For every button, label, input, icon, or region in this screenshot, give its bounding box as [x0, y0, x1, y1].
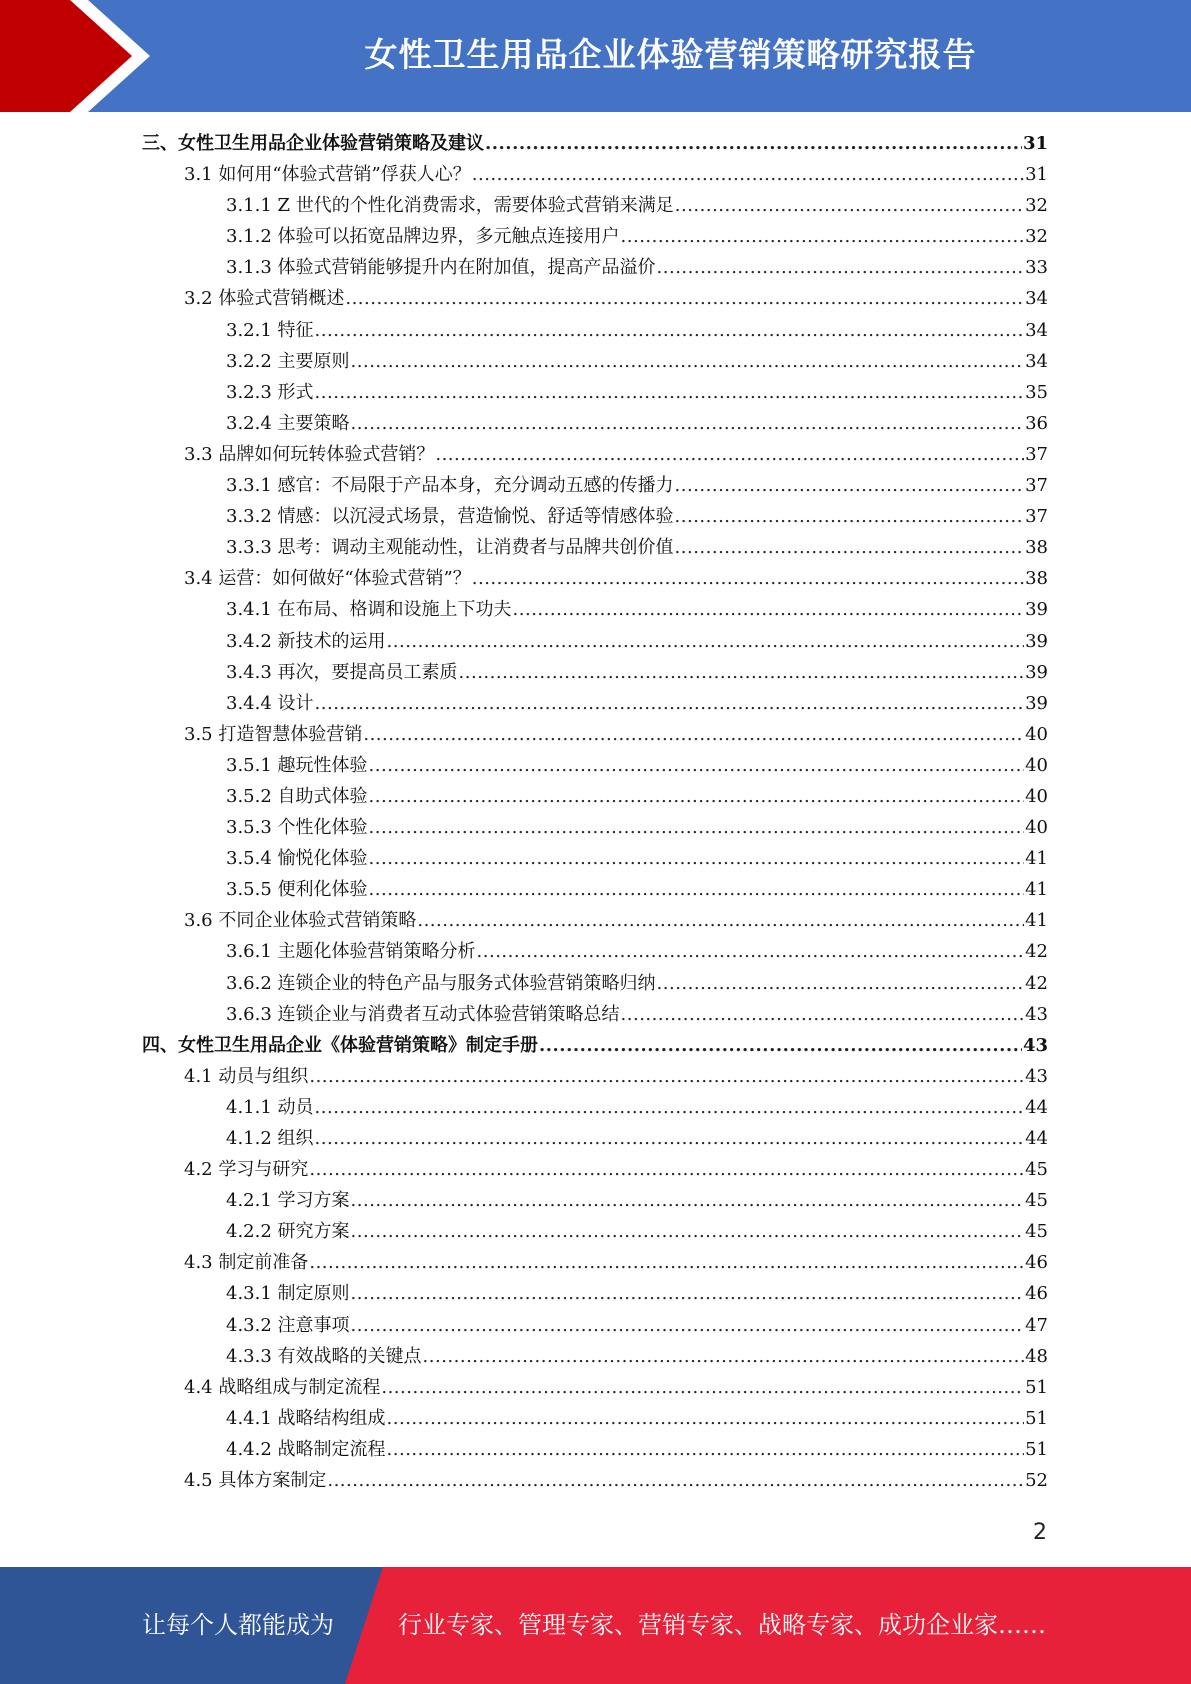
- toc-entry-label: 3.3.2 情感：以沉浸式场景，营造愉悦、舒适等情感体验: [226, 506, 674, 528]
- toc-entry-label: 4.4.1 战略结构组成: [226, 1407, 386, 1429]
- toc-entry-page: 34: [1025, 350, 1048, 372]
- toc-leader-dots: [309, 1061, 1024, 1092]
- toc-entry[interactable]: [142, 128, 1048, 159]
- toc-leader-dots: [675, 190, 1024, 221]
- footer-slogan-left: 让每个人都能成为: [142, 1611, 334, 1639]
- toc-entry-label: 4.3.3 有效战略的关键点: [226, 1345, 422, 1367]
- toc-entry[interactable]: [142, 874, 1048, 905]
- toc-entry[interactable]: [142, 252, 1048, 283]
- toc-entry-label: 3.5.1 趣玩性体验: [226, 754, 368, 776]
- toc-leader-dots: [621, 221, 1025, 252]
- toc-entry-label: 3.4.1 在布局、格调和设施上下功夫: [226, 599, 512, 621]
- toc-entry-page: 42: [1025, 941, 1048, 963]
- toc-entry-page: 38: [1025, 537, 1048, 559]
- toc-leader-dots: [459, 657, 1025, 688]
- toc-entry[interactable]: [142, 408, 1048, 439]
- toc-leader-dots: [327, 1465, 1024, 1496]
- toc-entry[interactable]: [142, 532, 1048, 563]
- toc-entry-label: 3.5.4 愉悦化体验: [226, 848, 368, 870]
- toc-entry-page: 39: [1025, 599, 1048, 621]
- toc-entry-page: 41: [1025, 848, 1048, 870]
- toc-entry-label: 4.3 制定前准备: [184, 1252, 309, 1274]
- toc-entry-label: 3.4.2 新技术的运用: [226, 630, 386, 652]
- toc-leader-dots: [381, 1372, 1024, 1403]
- toc-entry[interactable]: [142, 563, 1048, 594]
- toc-entry-page: 52: [1025, 1470, 1048, 1492]
- toc-entry-label: 4.2.1 学习方案: [226, 1190, 350, 1212]
- toc-entry[interactable]: [142, 501, 1048, 532]
- toc-entry[interactable]: [142, 719, 1048, 750]
- toc-entry[interactable]: [142, 1341, 1048, 1372]
- toc-entry[interactable]: [142, 439, 1048, 470]
- toc-leader-dots: [539, 1030, 1022, 1061]
- toc-entry-page: 51: [1025, 1407, 1048, 1429]
- toc-entry-page: 36: [1025, 412, 1048, 434]
- toc-entry-label: 3.3 品牌如何玩转体验式营销？: [184, 443, 435, 465]
- toc-entry[interactable]: [142, 968, 1048, 999]
- toc-entry[interactable]: [142, 781, 1048, 812]
- toc-entry-label: 4.3.1 制定原则: [226, 1283, 350, 1305]
- toc-leader-dots: [369, 750, 1025, 781]
- toc-entry-page: 32: [1025, 195, 1048, 217]
- page-number: 2: [1033, 1520, 1047, 1545]
- toc-entry-page: 51: [1025, 1438, 1048, 1460]
- toc-leader-dots: [621, 999, 1025, 1030]
- toc-entry[interactable]: [142, 315, 1048, 346]
- toc-entry[interactable]: [142, 377, 1048, 408]
- toc-leader-dots: [423, 1341, 1025, 1372]
- toc-leader-dots: [417, 905, 1024, 936]
- toc-entry-page: 32: [1025, 226, 1048, 248]
- table-of-contents: [142, 128, 1048, 1496]
- toc-leader-dots: [472, 159, 1024, 190]
- toc-entry-label: 4.4 战略组成与制定流程: [184, 1376, 381, 1398]
- toc-entry-label: 3.5.5 便利化体验: [226, 879, 368, 901]
- toc-entry[interactable]: [142, 1123, 1048, 1154]
- page-header: [0, 0, 1191, 112]
- toc-entry-label: 4.1.2 组织: [226, 1128, 314, 1149]
- toc-leader-dots: [315, 315, 1025, 346]
- toc-leader-dots: [657, 252, 1025, 283]
- toc-entry[interactable]: [142, 688, 1048, 719]
- toc-entry-label: 3.3.1 感官：不局限于产品本身，充分调动五感的传播力: [226, 475, 674, 497]
- toc-entry-page: 46: [1025, 1283, 1048, 1305]
- header-arrow: [0, 0, 132, 112]
- toc-entry-page: 48: [1025, 1345, 1048, 1367]
- toc-entry-page: 39: [1025, 661, 1048, 683]
- toc-leader-dots: [363, 719, 1024, 750]
- toc-entry-page: 34: [1025, 319, 1048, 341]
- toc-entry[interactable]: [142, 221, 1048, 252]
- toc-entry[interactable]: [142, 283, 1048, 314]
- toc-entry-label: 四、女性卫生用品企业《体验营销策略》制定手册: [142, 1034, 538, 1056]
- toc-entry[interactable]: [142, 470, 1048, 501]
- toc-entry-page: 47: [1025, 1314, 1048, 1336]
- toc-entry[interactable]: [142, 750, 1048, 781]
- toc-entry[interactable]: [142, 1030, 1048, 1061]
- page-footer: [0, 1567, 1191, 1684]
- toc-entry-label: 3.6 不同企业体验式营销策略: [184, 910, 417, 932]
- toc-entry[interactable]: [142, 1434, 1048, 1465]
- header-title: 女性卫生用品企业体验营销策略研究报告: [364, 34, 977, 74]
- toc-entry-page: 40: [1025, 723, 1048, 745]
- toc-leader-dots: [315, 377, 1025, 408]
- toc-leader-dots: [369, 843, 1025, 874]
- toc-entry-page: 45: [1025, 1221, 1048, 1243]
- toc-entry[interactable]: [142, 159, 1048, 190]
- toc-entry-label: 3.1.3 体验式营销能够提升内在附加值，提高产品溢价: [226, 257, 656, 279]
- toc-leader-dots: [387, 626, 1025, 657]
- toc-entry[interactable]: [142, 1278, 1048, 1309]
- toc-entry[interactable]: [142, 1310, 1048, 1341]
- toc-leader-dots: [315, 1092, 1025, 1123]
- toc-leader-dots: [675, 470, 1025, 501]
- toc-entry-label: 4.3.2 注意事项: [226, 1314, 350, 1336]
- toc-entry-page: 31: [1025, 164, 1048, 186]
- toc-entry[interactable]: [142, 1216, 1048, 1247]
- toc-entry-label: 3.2.3 形式: [226, 381, 314, 403]
- footer-slogan-right: 行业专家、管理专家、营销专家、战略专家、成功企业家……: [398, 1611, 1046, 1639]
- toc-entry-label: 3.4 运营：如何做好“体验式营销”？: [184, 568, 471, 590]
- toc-entry[interactable]: [142, 905, 1048, 936]
- toc-entry[interactable]: [142, 1403, 1048, 1434]
- toc-leader-dots: [315, 688, 1025, 719]
- toc-entry-page: 37: [1025, 506, 1048, 528]
- toc-entry-page: 44: [1025, 1128, 1048, 1149]
- toc-entry-label: 4.4.2 战略制定流程: [226, 1438, 386, 1460]
- toc-leader-dots: [485, 128, 1022, 159]
- toc-entry-page: 44: [1025, 1096, 1048, 1118]
- toc-leader-dots: [675, 532, 1025, 563]
- toc-entry-label: 3.4.3 再次，要提高员工素质: [226, 661, 458, 683]
- toc-leader-dots: [345, 283, 1024, 314]
- toc-entry-page: 45: [1025, 1190, 1048, 1212]
- toc-entry-page: 31: [1022, 133, 1048, 154]
- toc-entry-label: 4.2.2 研究方案: [226, 1221, 350, 1243]
- toc-entry-page: 45: [1025, 1159, 1048, 1181]
- toc-entry[interactable]: [142, 812, 1048, 843]
- toc-leader-dots: [369, 874, 1025, 905]
- toc-leader-dots: [369, 812, 1025, 843]
- toc-entry-page: 40: [1025, 754, 1048, 776]
- toc-leader-dots: [309, 1154, 1024, 1185]
- toc-leader-dots: [351, 1216, 1025, 1247]
- toc-entry-page: 35: [1025, 381, 1048, 403]
- toc-entry[interactable]: [142, 1185, 1048, 1216]
- toc-leader-dots: [369, 781, 1025, 812]
- toc-entry[interactable]: [142, 1154, 1048, 1185]
- toc-entry[interactable]: [142, 594, 1048, 625]
- toc-entry[interactable]: [142, 936, 1048, 967]
- toc-entry-label: 3.1 如何用“体验式营销”俘获人心？: [184, 164, 471, 186]
- toc-entry-page: 33: [1025, 257, 1048, 279]
- toc-entry-page: 40: [1025, 817, 1048, 839]
- toc-entry[interactable]: [142, 657, 1048, 688]
- toc-entry-label: 4.1.1 动员: [226, 1096, 314, 1118]
- toc-entry-label: 3.1.2 体验可以拓宽品牌边界，多元触点连接用户: [226, 226, 620, 248]
- toc-entry-label: 3.6.3 连锁企业与消费者互动式体验营销策略总结: [226, 1003, 620, 1025]
- toc-leader-dots: [477, 936, 1025, 967]
- toc-entry-page: 34: [1025, 288, 1048, 310]
- toc-entry-page: 43: [1025, 1065, 1048, 1087]
- toc-leader-dots: [309, 1247, 1024, 1278]
- toc-entry-label: 4.5 具体方案制定: [184, 1470, 327, 1492]
- toc-leader-dots: [351, 408, 1025, 439]
- toc-leader-dots: [351, 1185, 1025, 1216]
- toc-leader-dots: [351, 1278, 1025, 1309]
- toc-entry[interactable]: [142, 1465, 1048, 1496]
- toc-entry-label: 4.2 学习与研究: [184, 1159, 309, 1181]
- toc-entry[interactable]: [142, 999, 1048, 1030]
- toc-leader-dots: [472, 563, 1024, 594]
- toc-entry-page: 42: [1025, 972, 1048, 994]
- toc-leader-dots: [675, 501, 1025, 532]
- toc-entry-label: 3.2 体验式营销概述: [184, 288, 345, 310]
- toc-leader-dots: [435, 439, 1024, 470]
- toc-leader-dots: [315, 1123, 1025, 1154]
- toc-entry[interactable]: [142, 1061, 1048, 1092]
- toc-entry-label: 3.2.2 主要原则: [226, 350, 350, 372]
- toc-entry-page: 41: [1025, 879, 1048, 901]
- toc-entry-label: 3.6.2 连锁企业的特色产品与服务式体验营销策略归纳: [226, 972, 656, 994]
- toc-entry-page: 41: [1025, 910, 1048, 932]
- toc-entry-page: 51: [1025, 1376, 1048, 1398]
- toc-entry-label: 3.2.1 特征: [226, 319, 314, 341]
- toc-entry[interactable]: [142, 346, 1048, 377]
- toc-entry-page: 39: [1025, 630, 1048, 652]
- toc-entry-page: 43: [1022, 1034, 1048, 1056]
- toc-entry-label: 3.5.3 个性化体验: [226, 817, 368, 839]
- toc-entry-page: 38: [1025, 568, 1048, 590]
- toc-entry[interactable]: [142, 190, 1048, 221]
- toc-leader-dots: [351, 1310, 1025, 1341]
- toc-entry[interactable]: [142, 1372, 1048, 1403]
- toc-entry-page: 43: [1025, 1003, 1048, 1025]
- toc-leader-dots: [657, 968, 1025, 999]
- toc-entry-page: 39: [1025, 692, 1048, 714]
- toc-entry-page: 37: [1025, 443, 1048, 465]
- toc-entry-label: 3.1.1 Z 世代的个性化消费需求，需要体验式营销来满足: [226, 195, 674, 217]
- toc-entry-label: 3.3.3 思考：调动主观能动性，让消费者与品牌共创价值: [226, 537, 674, 559]
- toc-entry[interactable]: [142, 1247, 1048, 1278]
- toc-leader-dots: [513, 594, 1025, 625]
- toc-leader-dots: [387, 1434, 1025, 1465]
- toc-entry-label: 3.5 打造智慧体验营销: [184, 723, 363, 745]
- toc-entry-page: 40: [1025, 785, 1048, 807]
- toc-entry-label: 3.5.2 自助式体验: [226, 785, 368, 807]
- toc-entry[interactable]: [142, 843, 1048, 874]
- toc-entry[interactable]: [142, 1092, 1048, 1123]
- toc-entry[interactable]: [142, 626, 1048, 657]
- toc-entry-label: 3.6.1 主题化体验营销策略分析: [226, 941, 476, 963]
- toc-entry-page: 37: [1025, 475, 1048, 497]
- toc-entry-label: 3.2.4 主要策略: [226, 412, 350, 434]
- toc-leader-dots: [387, 1403, 1025, 1434]
- toc-entry-label: 4.1 动员与组织: [184, 1065, 309, 1087]
- toc-entry-label: 三、女性卫生用品企业体验营销策略及建议: [142, 133, 484, 154]
- toc-entry-page: 46: [1025, 1252, 1048, 1274]
- toc-leader-dots: [351, 346, 1025, 377]
- toc-entry-label: 3.4.4 设计: [226, 692, 314, 714]
